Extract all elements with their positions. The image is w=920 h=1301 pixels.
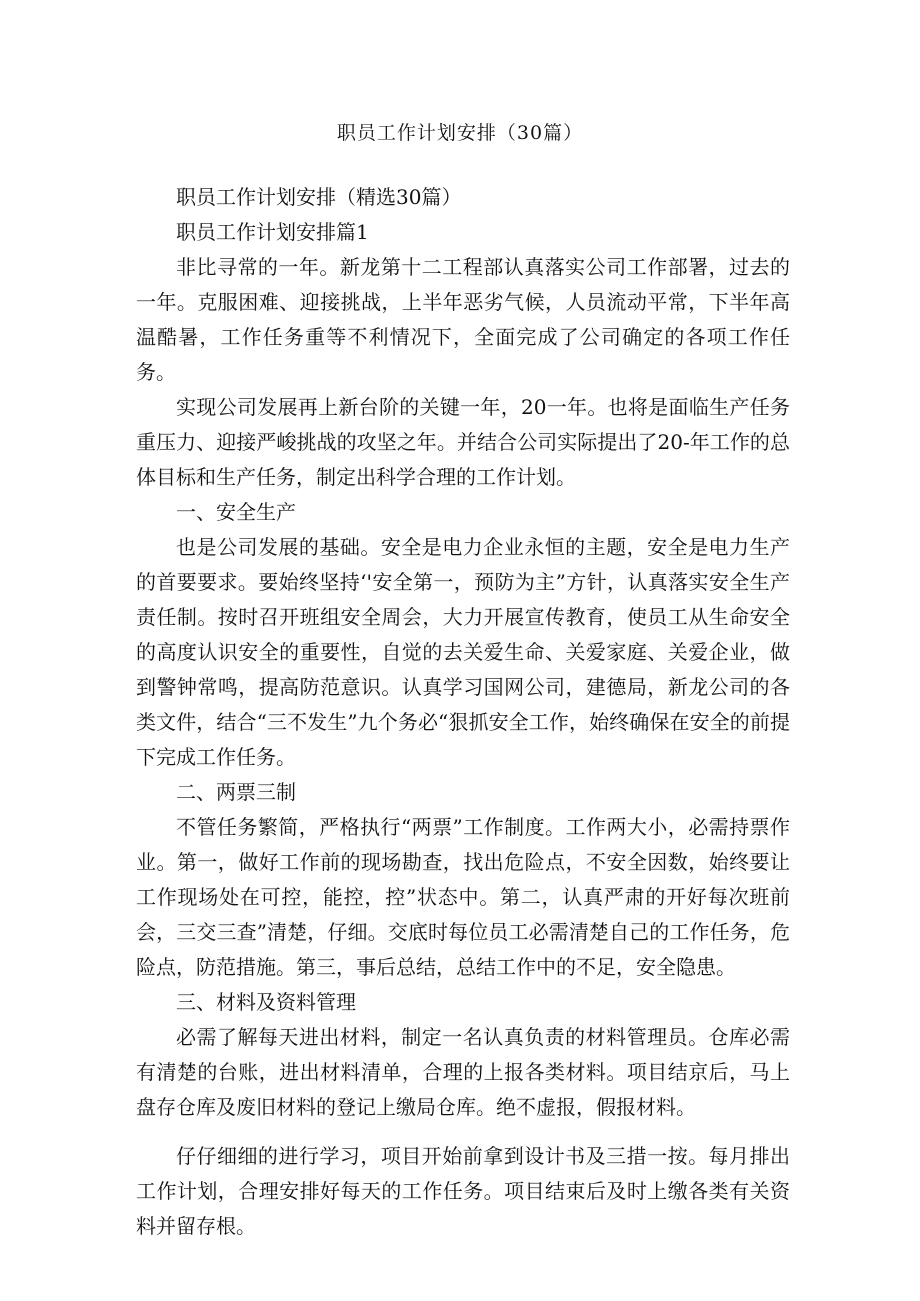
subtitle-paragraph: 职员工作计划安排（精选30篇）: [176, 185, 462, 209]
body-paragraph: 也是公司发展的基础。安全是电力企业永恒的主题，安全是电力生产的首要要求。要始终坚持‘'安全第一，预防为主”方针，认真落实安全生产责任制。按时召开班组安全周会，大力开展宣传教育，使员工从生命安全的高度认识安全的重要性，自觉的去关爱生命、关爱家庭、关爱企业，做到警钟常鸣，提高防范意识。认真学习国网公司，建德局，新龙公司的各类文件，结合“三不发生”九个务必“狠抓安全工作，始终确保在安全的前提下完成工作任务。: [136, 535, 790, 769]
section-heading: 二、两票三制: [176, 780, 296, 804]
section-heading: 职员工作计划安排篇1: [176, 220, 369, 244]
document-title: 职员工作计划安排（30篇）: [336, 122, 584, 144]
body-paragraph: 不管任务繁简，严格执行“两票”工作制度。工作两大小，必需持票作业。第一，做好工作前的现场勘查，找出危险点，不安全因数，始终要让工作现场处在可控，能控，控”状态中。第二，认真严肃的开好每次班前会，三交三查”清楚，仔细。交底时每位员工必需清楚自己的工作任务，危险点，防范措施。第三，事后总结，总结工作中的不足，安全隐患。: [136, 815, 790, 979]
body-paragraph: 非比寻常的一年。新龙第十二工程部认真落实公司工作部署，过去的一年。克服困难、迎接挑战，上半年恶劣气候，人员流动平常，下半年高温酷暑，工作任务重等不利情况下，全面完成了公司确定的各项工作任务。: [136, 255, 790, 384]
section-heading: 一、安全生产: [176, 500, 296, 524]
body-paragraph: 实现公司发展再上新台阶的关键一年，20一年。也将是面临生产任务重压力、迎接严峻挑战的攻坚之年。并结合公司实际提出了20-年工作的总体目标和生产任务，制定出科学合理的工作计划。: [136, 395, 790, 489]
body-paragraph: 必需了解每天进出材料，制定一名认真负责的材料管理员。仓库必需有清楚的台账，进出材料清单，合理的上报各类材料。项目结京后，马上盘存仓库及废旧材料的登记上缴局仓库。绝不虚报，假报材料。: [136, 1025, 790, 1119]
section-heading: 三、材料及资料管理: [176, 990, 356, 1014]
document-body: [136, 180, 790, 1244]
body-paragraph: 仔仔细细的进行学习，项目开始前拿到设计书及三措一按。每月排出工作计划，合理安排好每天的工作任务。项目结束后及时上缴各类有关资料并留存根。: [136, 1144, 790, 1238]
